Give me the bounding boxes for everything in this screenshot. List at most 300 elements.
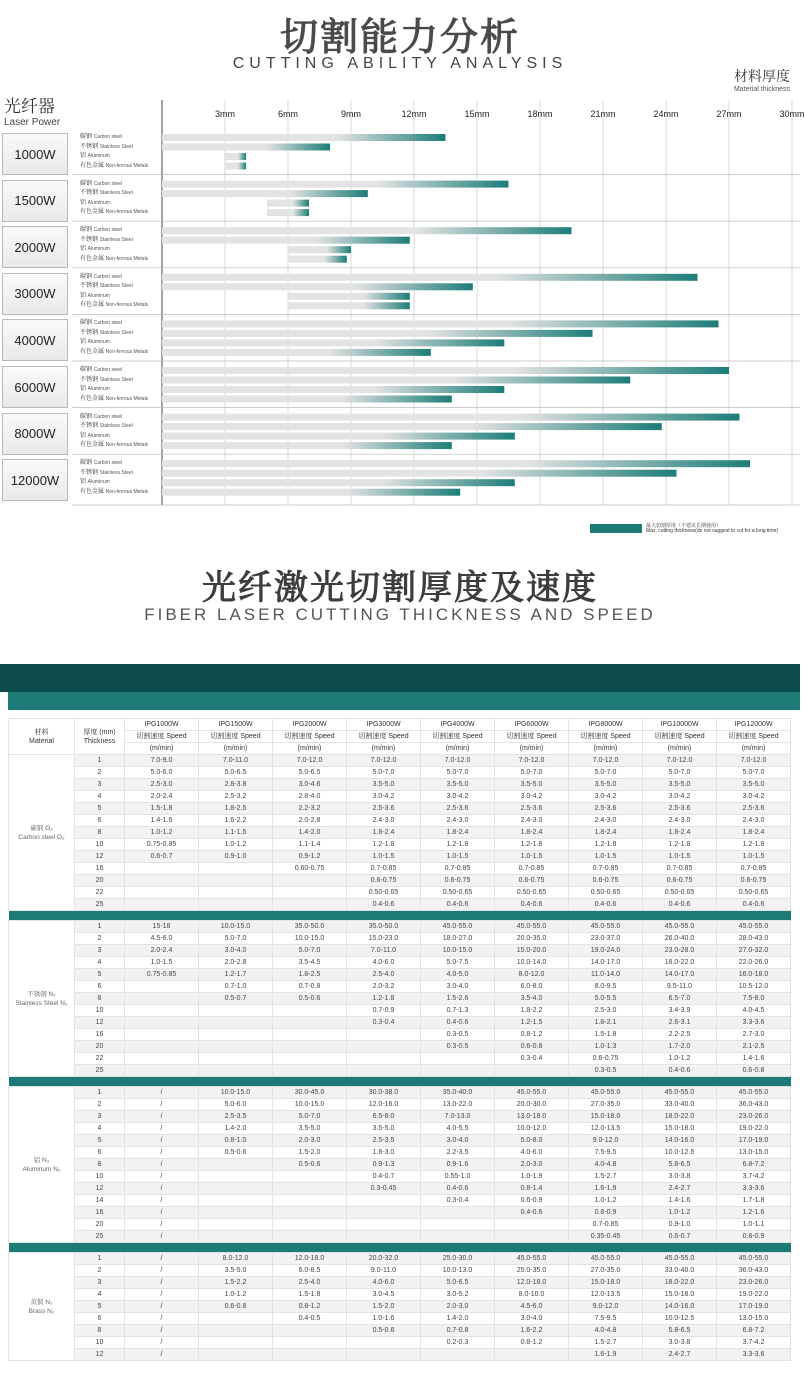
table-row: [9, 1325, 791, 1337]
table-row: [9, 1253, 791, 1265]
table-row: [9, 767, 791, 779]
thickness-cell: 20: [75, 875, 125, 887]
laser-power-box: 8000W: [2, 413, 68, 455]
thickness-cell: 2: [75, 767, 125, 779]
speed-cell: [199, 1349, 273, 1361]
speed-cell: 18.0-27.0: [421, 933, 495, 945]
speed-cell: [347, 1041, 421, 1053]
speed-cell: 5.0-7.0: [569, 767, 643, 779]
speed-cell: [125, 899, 199, 911]
speed-cell: 0.7-0.9: [347, 1005, 421, 1017]
thickness-cell: 8: [75, 993, 125, 1005]
speed-cell: 45.0-55.0: [421, 921, 495, 933]
speed-cell: 0.4-0.6: [569, 899, 643, 911]
speed-cell: [125, 887, 199, 899]
speed-cell: 0.4-0.6: [717, 899, 791, 911]
material-row-label: 碳钢 Carbon steel: [80, 180, 123, 187]
speed-cell: 14.0-17.0: [643, 969, 717, 981]
speed-cell: 3.3-3.6: [717, 1349, 791, 1361]
speed-cell: 3.5-5.0: [273, 1123, 347, 1135]
speed-cell: [273, 1337, 347, 1349]
speed-cell: 1.4-1.6: [125, 815, 199, 827]
speed-cell: 2.7-3.0: [717, 1029, 791, 1041]
speed-cell: 1.0-1.5: [643, 851, 717, 863]
material-row-label: 有色金属 Non-ferrous Metals: [80, 255, 149, 262]
speed-cell: 20.0-35.0: [495, 933, 569, 945]
thickness-bar: [162, 460, 750, 467]
table-row: [9, 969, 791, 981]
speed-cell: [273, 1065, 347, 1077]
speed-cell: 0.4-0.6: [421, 1183, 495, 1195]
speed-cell: 1.0-1.6: [347, 1313, 421, 1325]
speed-cell: 0.6-0.9: [495, 1195, 569, 1207]
speed-cell: 23.0-37.0: [569, 933, 643, 945]
speed-header: 切割速度 Speed: [495, 731, 569, 743]
material-cell: 黄铜 N₂ Brass N₂: [9, 1253, 75, 1361]
speed-cell: /: [125, 1349, 199, 1361]
thickness-cell: 2: [75, 1099, 125, 1111]
thickness-bar: [267, 209, 309, 216]
speed-cell: 11.0-14.0: [569, 969, 643, 981]
speed-section-title-en: FIBER LASER CUTTING THICKNESS AND SPEED: [144, 605, 656, 624]
speed-cell: [125, 1041, 199, 1053]
section-title-cn: 切割能力分析: [279, 15, 520, 59]
speed-cell: 2.4-3.0: [717, 815, 791, 827]
speed-cell: 1.7-1.8: [717, 1195, 791, 1207]
material-row-label: 不锈钢 Stainless Steel: [80, 283, 133, 290]
table-row: [9, 1017, 791, 1029]
speed-header: 切割速度 Speed: [643, 731, 717, 743]
speed-cell: 3.3-3.6: [717, 1017, 791, 1029]
speed-cell: [199, 1041, 273, 1053]
thickness-cell: 14: [75, 1195, 125, 1207]
speed-cell: 8.0-10.0: [495, 1289, 569, 1301]
speed-cell: /: [125, 1111, 199, 1123]
speed-cell: 3.0-3.8: [643, 1171, 717, 1183]
speed-cell: 20.0-32.0: [347, 1253, 421, 1265]
x-tick-label: 12mm: [401, 109, 427, 119]
speed-cell: [273, 1349, 347, 1361]
speed-cell: 0.4-0.6: [347, 899, 421, 911]
speed-cell: 5.8-6.5: [643, 1325, 717, 1337]
speed-cell: 1.8-2.4: [717, 827, 791, 839]
thickness-cell: 22: [75, 1053, 125, 1065]
speed-cell: 2.8-4.0: [273, 791, 347, 803]
material-thickness-cn: 材料厚度: [734, 69, 790, 85]
thickness-bar: [162, 433, 515, 440]
speed-cell: 2.0-2.4: [125, 791, 199, 803]
speed-cell: 15.0-18.0: [569, 1277, 643, 1289]
speed-cell: 14.0-16.0: [643, 1301, 717, 1313]
speed-cell: 1.5-2.6: [421, 993, 495, 1005]
speed-cell: 19.0-22.0: [717, 1123, 791, 1135]
model-header: IPG12000W: [717, 719, 791, 731]
table-row: [9, 851, 791, 863]
speed-cell: 1.8-2.4: [347, 827, 421, 839]
speed-cell: 1.7-2.0: [643, 1041, 717, 1053]
speed-cell: 10.0-12.5: [643, 1147, 717, 1159]
speed-cell: 2.5-3.6: [717, 803, 791, 815]
speed-cell: 13.0-18.0: [495, 1111, 569, 1123]
thickness-bar: [162, 339, 504, 346]
speed-cell: [199, 1005, 273, 1017]
speed-cell: 0.6-0.75: [569, 875, 643, 887]
speed-cell: 3.5-5.0: [717, 779, 791, 791]
speed-cell: 23.0-28.0: [643, 945, 717, 957]
speed-cell: 0.7-0.85: [643, 863, 717, 875]
table-row: [9, 827, 791, 839]
thickness-header: 厚度 (mm) Thickness: [75, 719, 125, 755]
speed-cell: 10.0-15.0: [199, 921, 273, 933]
speed-cell: [273, 875, 347, 887]
speed-cell: 3.7-4.2: [717, 1171, 791, 1183]
laser-power-box: 1500W: [2, 180, 68, 222]
speed-cell: 45.0-55.0: [569, 1253, 643, 1265]
speed-cell: 2.5-3.2: [199, 791, 273, 803]
speed-cell: 0.9-1.6: [421, 1159, 495, 1171]
speed-cell: 45.0-55.0: [495, 1253, 569, 1265]
speed-cell: 9.5-11.0: [643, 981, 717, 993]
speed-cell: [347, 1207, 421, 1219]
thickness-cell: 5: [75, 1135, 125, 1147]
speed-cell: 10.0-13.0: [421, 1265, 495, 1277]
speed-cell: 17.0-19.0: [717, 1135, 791, 1147]
thickness-cell: 4: [75, 957, 125, 969]
speed-cell: 2.5-3.0: [569, 1005, 643, 1017]
speed-cell: 2.5-3.6: [421, 803, 495, 815]
speed-cell: 1.0-1.3: [569, 1041, 643, 1053]
speed-cell: [199, 1053, 273, 1065]
speed-cell: 2.4-3.0: [347, 815, 421, 827]
speed-cell: 18.0-22.0: [643, 1277, 717, 1289]
speed-cell: 1.8-3.0: [347, 1147, 421, 1159]
speed-cell: 1.0-1.2: [199, 839, 273, 851]
speed-cell: /: [125, 1219, 199, 1231]
thickness-cell: 12: [75, 851, 125, 863]
speed-cell: 0.3-0.4: [421, 1195, 495, 1207]
speed-cell: 10.0-14.0: [495, 957, 569, 969]
speed-cell: [421, 1349, 495, 1361]
speed-cell: 0.75-0.85: [125, 969, 199, 981]
speed-cell: 1.1-1.5: [199, 827, 273, 839]
speed-cell: [125, 993, 199, 1005]
speed-cell: [273, 1207, 347, 1219]
speed-cell: /: [125, 1171, 199, 1183]
speed-cell: 0.50-0.65: [495, 887, 569, 899]
speed-cell: 1.8-2.4: [569, 827, 643, 839]
speed-cell: 20.0-30.0: [495, 1099, 569, 1111]
speed-cell: 10.0-12.5: [643, 1313, 717, 1325]
thickness-cell: 12: [75, 1349, 125, 1361]
speed-cell: 0.7-0.85: [495, 863, 569, 875]
speed-cell: 0.8-0.9: [569, 1207, 643, 1219]
material-row-label: 有色金属 Non-ferrous Metals: [80, 395, 149, 402]
model-header: IPG1500W: [199, 719, 273, 731]
speed-cell: [199, 875, 273, 887]
thickness-cell: 3: [75, 779, 125, 791]
speed-cell: [495, 1065, 569, 1077]
speed-cell: [125, 875, 199, 887]
speed-cell: 7.0-12.0: [347, 755, 421, 767]
speed-cell: [199, 1029, 273, 1041]
thickness-cell: 20: [75, 1041, 125, 1053]
speed-cell: [125, 1029, 199, 1041]
speed-cell: [273, 1005, 347, 1017]
speed-cell: 0.6-0.75: [643, 875, 717, 887]
thickness-bar: [162, 320, 719, 327]
speed-cell: [199, 1183, 273, 1195]
speed-cell: [495, 1349, 569, 1361]
speed-cell: 5.0-7.0: [717, 767, 791, 779]
speed-cell: 0.75-0.85: [125, 839, 199, 851]
speed-cell: 1.0-1.2: [199, 1289, 273, 1301]
speed-cell: 2.5-4.0: [273, 1277, 347, 1289]
speed-cell: 2.0-2.8: [199, 957, 273, 969]
speed-cell: 45.0-55.0: [569, 1087, 643, 1099]
speed-cell: [199, 1195, 273, 1207]
table-row: [9, 1207, 791, 1219]
speed-cell: /: [125, 1195, 199, 1207]
material-row-label: 有色金属 Non-ferrous Metals: [80, 302, 149, 309]
speed-cell: 2.5-3.0: [125, 779, 199, 791]
speed-cell: 3.5-5.0: [199, 1265, 273, 1277]
speed-cell: 1.2-1.8: [495, 839, 569, 851]
material-thickness-en: Material thickness: [733, 86, 790, 93]
speed-cell: [125, 1005, 199, 1017]
speed-cell: [347, 1337, 421, 1349]
thickness-bar: [162, 330, 593, 337]
speed-cell: 2.4-2.7: [643, 1183, 717, 1195]
material-cell: 碳钢 O₂ Carbon steel O₂: [9, 755, 75, 911]
speed-cell: 0.4-0.6: [495, 899, 569, 911]
material-row-label: 碳钢 Carbon steel: [80, 367, 123, 373]
thickness-cell: 1: [75, 1253, 125, 1265]
unit-header: (m/min): [199, 743, 273, 755]
material-row-label: 铝 Aluminum: [80, 292, 110, 299]
speed-cell: [273, 1183, 347, 1195]
speed-cell: [273, 1029, 347, 1041]
speed-cell: 2.2-2.5: [643, 1029, 717, 1041]
speed-cell: 6.0-8.0: [495, 981, 569, 993]
speed-cell: 8.0-12.0: [199, 1253, 273, 1265]
model-header: IPG10000W: [643, 719, 717, 731]
model-header: IPG1000W: [125, 719, 199, 731]
speed-cell: 3.0-4.0: [421, 981, 495, 993]
speed-section-title-cn: 光纤激光切割厚度及速度: [202, 568, 598, 608]
speed-cell: 1.5-1.8: [273, 1289, 347, 1301]
table-top-band: [0, 664, 800, 692]
thickness-bar: [288, 293, 410, 300]
table-row: [9, 1265, 791, 1277]
table-row: [9, 755, 791, 767]
unit-header: (m/min): [273, 743, 347, 755]
speed-cell: 15.0-23.0: [347, 933, 421, 945]
speed-cell: 0.6-0.75: [421, 875, 495, 887]
speed-cell: [347, 1195, 421, 1207]
material-row-label: 不锈钢 Stainless Steel: [80, 376, 133, 383]
table-row: [9, 1171, 791, 1183]
thickness-cell: 16: [75, 1029, 125, 1041]
speed-cell: 7.0-12.0: [643, 755, 717, 767]
speed-cell: 45.0-55.0: [717, 921, 791, 933]
speed-cell: 5.0-7.0: [273, 945, 347, 957]
speed-cell: 0.8-1.4: [495, 1183, 569, 1195]
speed-cell: 1.8-2.4: [495, 827, 569, 839]
thickness-cell: 5: [75, 1301, 125, 1313]
speed-cell: 6.8-7.2: [717, 1159, 791, 1171]
speed-cell: 0.9-1.2: [273, 851, 347, 863]
speed-cell: 7.5-9.5: [569, 1147, 643, 1159]
table-row: [9, 933, 791, 945]
speed-cell: 0.5-0.6: [199, 1147, 273, 1159]
speed-cell: [199, 1159, 273, 1171]
material-row-label: 铝 Aluminum: [80, 339, 110, 346]
thickness-bar: [225, 153, 246, 160]
speed-cell: 2.5-3.5: [347, 1135, 421, 1147]
speed-cell: 9.0-12.0: [569, 1301, 643, 1313]
speed-cell: 5.8-6.5: [643, 1159, 717, 1171]
section-separator: [9, 1077, 791, 1087]
speed-cell: 4.0-5.0: [421, 969, 495, 981]
speed-cell: /: [125, 1253, 199, 1265]
speed-cell: 1.0-1.5: [125, 957, 199, 969]
speed-cell: [421, 1207, 495, 1219]
unit-header: (m/min): [421, 743, 495, 755]
speed-cell: 3.5-5.0: [569, 779, 643, 791]
speed-cell: [199, 899, 273, 911]
table-row: [9, 1159, 791, 1171]
speed-cell: 25.0-30.0: [421, 1253, 495, 1265]
speed-cell: 2.5-3.6: [569, 803, 643, 815]
speed-cell: 1.2-1.8: [347, 993, 421, 1005]
laser-power-en: Laser Power: [4, 117, 61, 128]
speed-cell: [495, 1219, 569, 1231]
speed-cell: 0.6-0.8: [717, 1065, 791, 1077]
table-row: [9, 1029, 791, 1041]
speed-cell: 0.6-0.8: [199, 1301, 273, 1313]
speed-cell: 1.8-2.2: [495, 1005, 569, 1017]
speed-cell: 0.8-1.2: [495, 1337, 569, 1349]
speed-cell: 0.6-0.75: [717, 875, 791, 887]
speed-cell: 5.0-7.0: [643, 767, 717, 779]
x-tick-label: 6mm: [278, 109, 298, 119]
thickness-cell: 20: [75, 1219, 125, 1231]
material-row-label: 铝 Aluminum: [80, 432, 110, 439]
speed-cell: 4.0-4.8: [569, 1159, 643, 1171]
speed-cell: [273, 1219, 347, 1231]
speed-cell: 2.1-2.5: [717, 1041, 791, 1053]
speed-cell: 5.0-7.0: [421, 767, 495, 779]
section-title-en: CUTTING ABILITY ANALYSIS: [232, 55, 568, 72]
speed-cell: 1.0-1.2: [643, 1053, 717, 1065]
speed-cell: 0.50-0.65: [717, 887, 791, 899]
material-cell: 不锈钢 N₂ Stainless Steel N₂: [9, 921, 75, 1077]
speed-cell: 1.8-2.4: [421, 827, 495, 839]
speed-cell: 45.0-55.0: [495, 921, 569, 933]
speed-cell: 0.50-0.65: [421, 887, 495, 899]
speed-cell: 0.3-0.4: [347, 1017, 421, 1029]
table-header-row: [9, 719, 791, 731]
speed-cell: 2.2-3.2: [273, 803, 347, 815]
thickness-cell: 10: [75, 839, 125, 851]
thickness-cell: 10: [75, 1005, 125, 1017]
unit-header: (m/min): [569, 743, 643, 755]
speed-cell: [273, 1195, 347, 1207]
material-row-label: 铝 Aluminum: [80, 386, 110, 392]
material-row-label: 碳钢 Carbon steel: [80, 413, 123, 420]
speed-cell: [347, 1065, 421, 1077]
speed-cell: 23.0-26.0: [717, 1111, 791, 1123]
speed-cell: 0.35-0.45: [569, 1231, 643, 1243]
table-row: [9, 1337, 791, 1349]
speed-cell: 13.0-22.0: [421, 1099, 495, 1111]
speed-cell: /: [125, 1087, 199, 1099]
material-row-label: 不锈钢 Stainless Steel: [80, 190, 133, 197]
table-row: [9, 1065, 791, 1077]
table-row: [9, 1123, 791, 1135]
speed-cell: 13.0-15.0: [717, 1313, 791, 1325]
table-row: [9, 1231, 791, 1243]
speed-cell: 0.50-0.65: [643, 887, 717, 899]
speed-cell: 12.0-16.0: [347, 1099, 421, 1111]
speed-cell: 3.5-5.0: [495, 779, 569, 791]
material-row-label: 有色金属 Non-ferrous Metals: [80, 348, 149, 355]
thickness-cell: 6: [75, 1313, 125, 1325]
speed-cell: 3.5-5.0: [643, 779, 717, 791]
table-row: [9, 1195, 791, 1207]
legend-text-en: Max. cutting thickness(do not suggest to cut for a long time): [646, 528, 779, 534]
speed-cell: 0.55-1.0: [421, 1171, 495, 1183]
speed-cell: 0.3-0.5: [421, 1041, 495, 1053]
speed-cell: 28.0-43.0: [717, 933, 791, 945]
speed-cell: /: [125, 1231, 199, 1243]
thickness-cell: 10: [75, 1171, 125, 1183]
speed-cell: 2.0-3.0: [495, 1159, 569, 1171]
thickness-cell: 16: [75, 1207, 125, 1219]
speed-cell: 35.0-40.0: [421, 1087, 495, 1099]
thickness-cell: 4: [75, 1123, 125, 1135]
speed-cell: 16.0-18.0: [717, 969, 791, 981]
speed-cell: [273, 1053, 347, 1065]
section-separator: [9, 911, 791, 921]
thickness-bar: [288, 256, 347, 263]
thickness-bar: [162, 134, 446, 141]
material-row-label: 碳钢 Carbon steel: [80, 320, 123, 327]
speed-cell: 2.0-3.0: [273, 1135, 347, 1147]
material-row-label: 碳钢 Carbon steel: [80, 134, 123, 140]
thickness-bar: [162, 144, 330, 151]
speed-cell: [273, 1231, 347, 1243]
speed-cell: 6.5-7.0: [643, 993, 717, 1005]
speed-cell: 0.50-0.65: [347, 887, 421, 899]
laser-power-box: 6000W: [2, 366, 68, 408]
material-row-label: 有色金属 Non-ferrous Metals: [80, 209, 149, 216]
speed-cell: 1.2-1.8: [347, 839, 421, 851]
speed-cell: 1.5-1.8: [569, 1029, 643, 1041]
speed-cell: 0.3-0.4: [495, 1053, 569, 1065]
speed-cell: 10.0-15.0: [199, 1087, 273, 1099]
speed-cell: 7.5-9.5: [569, 1313, 643, 1325]
speed-cell: /: [125, 1289, 199, 1301]
speed-cell: 5.0-7.0: [199, 933, 273, 945]
thickness-bar: [162, 227, 572, 234]
speed-cell: 1.0-1.9: [495, 1171, 569, 1183]
thickness-cell: 25: [75, 1231, 125, 1243]
thickness-cell: 10: [75, 1337, 125, 1349]
speed-cell: 12.0-18.0: [495, 1277, 569, 1289]
speed-cell: 4.0-5.5: [421, 1123, 495, 1135]
speed-cell: 4.0-6.0: [347, 1277, 421, 1289]
